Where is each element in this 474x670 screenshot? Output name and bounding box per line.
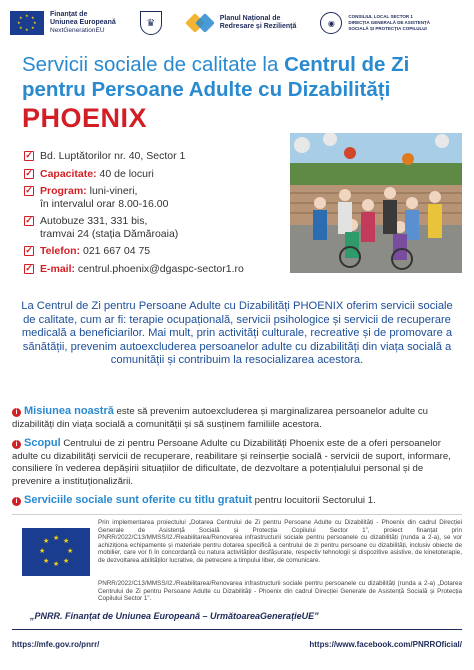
- info-transport: [24, 215, 294, 240]
- group-photo: [290, 133, 462, 273]
- info-capacity: [24, 168, 294, 181]
- mission-text: este să prevenim autoexcluderea și marginalizarea persoanelor adulte cu dizabilități din viața socială a comunității și să susținem familiile acestora.: [12, 406, 428, 430]
- checkbox-icon: ✓: [25, 245, 33, 255]
- mission-heading: Misiunea noastră: [24, 405, 114, 417]
- pnrr-logo-text: [220, 15, 297, 32]
- pnrr-logo-icon: [186, 13, 214, 33]
- eu-flag-large-icon: ★ ★ ★ ★ ★ ★ ★ ★: [22, 528, 90, 576]
- title-part1: Servicii sociale de calitate la: [22, 53, 285, 76]
- checkbox-icon: ✓: [25, 185, 33, 195]
- capacity-label: Capacitate:: [40, 167, 97, 180]
- cl-line2: DIRECȚIA GENERALĂ DE ASISTENȚĂ: [348, 20, 431, 25]
- footer: [12, 629, 462, 659]
- cl-line3: SOCIALĂ ȘI PROTECȚIA COPILULUI: [348, 26, 427, 31]
- address-text: Bd. Luptătorilor nr. 40, Sector 1: [40, 150, 186, 162]
- info-icon: i: [12, 408, 21, 417]
- services-section: [12, 494, 462, 508]
- phone-value[interactable]: 021 667 04 75: [80, 245, 151, 257]
- scope-text: Centrului de zi pentru Persoane Adulte cu Dizabilități Phoenix este de a oferi persoanelor adulte cu dizabilități servicii de recuperare, reabilitare și reinserție socială - servicii de suport, informare, consiliere în vederea depășirii situațiilor de dificultate, de dezvoltare a potențialului personal și de prevenire a instituționalizării.: [12, 438, 451, 487]
- pnrr-slogan: „PNRR. Finanțat de Uniunea Europeană – UrmătoareaGenerațieUE”: [30, 611, 319, 621]
- services-text: pentru locuitorii Sectorului 1.: [252, 495, 376, 506]
- eu-line2: Uniunea Europeană: [50, 19, 116, 26]
- government-crest-icon: ♛: [140, 11, 162, 35]
- email-value[interactable]: centrul.phoenix@dgaspc-sector1.ro: [75, 262, 244, 275]
- page-title: [22, 52, 462, 102]
- dgaspc-logo-text: [348, 14, 452, 32]
- info-icon: i: [12, 440, 21, 449]
- mission-section: [12, 405, 462, 431]
- info-email: [24, 263, 294, 276]
- services-heading: Serviciile sociale sunt oferite cu titlu gratuit: [24, 494, 253, 506]
- info-address: [24, 150, 294, 163]
- scope-section: [12, 437, 462, 488]
- facebook-link[interactable]: https://www.facebook.com/PNRROficial/: [309, 640, 462, 649]
- pnrr-line2: Redresare și Reziliență: [219, 23, 297, 30]
- logo-strip: [0, 0, 474, 46]
- scope-heading: Scopul: [24, 437, 61, 449]
- center-name: PHOENIX: [22, 103, 148, 133]
- contact-info-list: [24, 150, 294, 280]
- checkbox-icon: ✓: [25, 150, 33, 160]
- program-value: luni-vineri,: [86, 185, 138, 197]
- section-divider: [12, 514, 462, 515]
- pnrr-line1: Planul Național de: [219, 14, 281, 22]
- project-reference: PNRR/2022/C13/MMSS/I2./Reabilitarea/Renovarea infrastructurii sociale pentru persoanele cu dizabilități (runda a 2-a) „Dotarea Centrului de Zi pentru Persoane Adulte cu Dizabilități - Phoenix din cadrul Direcției Generale de Asistență Socială și Protecția Copilului Sector 1”.: [98, 580, 462, 603]
- project-description: Prin implementarea proiectului „Dotarea Centrului de Zi pentru Persoane Adulte cu Dizabilități - Phoenix din cadrul Direcției Generale de Asistență Socială și Protecția Copilului Sector 1”, proiect finanțat prin PNRR/2022/C13/MMSS/I2./Reabilitarea/Renovarea infrastructurii sociale pentru persoanele cu dizabilități (runda a 2-a), se vor achiziționa echipamente și materiale pentru dotarea specifică a centrului de zi pentru persoane cu dizabilități, inclusiv obiecte de mobilier, care vor fi în concordanță cu natura activităților desfășurate, respectiv tehnologii și dispozitive asistive, de kinetoterapie, de dezvoltarea abilităților lucrative, de petrecere a timpului liber, de comunicare.: [98, 519, 462, 564]
- info-phone: [24, 245, 294, 258]
- transport-line1: Autobuze 331, 331 bis,: [40, 215, 148, 227]
- program-hours: în intervalul orar 8.00-16.00: [40, 197, 169, 210]
- phone-label: Telefon:: [40, 245, 81, 257]
- intro-paragraph: La Centrul de Zi pentru Persoane Adulte cu Dizabilități PHOENIX oferim servicii sociale de calitate, cum ar fi: terapie ocupațională, servicii psihologice și servicii de recuperare medicală a beneficiarilor. Mai mult, prin activități culturale, recreative și de promovare a sănătății, prevenim autoexcluderea persoanelor adulte cu dizabilități din viața socială a comunității și contribuim la resocializarea acestora.: [21, 300, 453, 367]
- eu-line1: Finanțat de: [50, 11, 88, 18]
- dgaspc-seal-icon: ◉: [320, 12, 342, 34]
- checkbox-icon: ✓: [25, 262, 33, 273]
- checkbox-icon: ✓: [25, 215, 33, 225]
- cl-line1: CONSILIUL LOCAL SECTOR 1: [348, 14, 413, 19]
- email-label: E-mail:: [40, 262, 76, 275]
- info-icon: i: [12, 497, 21, 506]
- program-label: Program:: [40, 185, 87, 197]
- pnrr-website-link[interactable]: https://mfe.gov.ro/pnrr/: [12, 640, 100, 649]
- eu-flag-icon: ★ ★ ★ ★ ★ ★ ★ ★: [10, 11, 44, 35]
- title-part2: Centrul de Zi pentru Persoane Adulte cu Dizabilități: [22, 53, 410, 101]
- transport-line2: tramvai 24 (stația Dămăroaia): [40, 227, 179, 240]
- group-photo-illustration: [290, 133, 462, 273]
- info-program: [24, 185, 294, 210]
- checkbox-icon: ✓: [25, 167, 33, 178]
- capacity-value: 40 de locuri: [96, 167, 154, 180]
- eu-logo-text: [50, 11, 116, 35]
- eu-line3: NextGenerationEU: [50, 27, 105, 34]
